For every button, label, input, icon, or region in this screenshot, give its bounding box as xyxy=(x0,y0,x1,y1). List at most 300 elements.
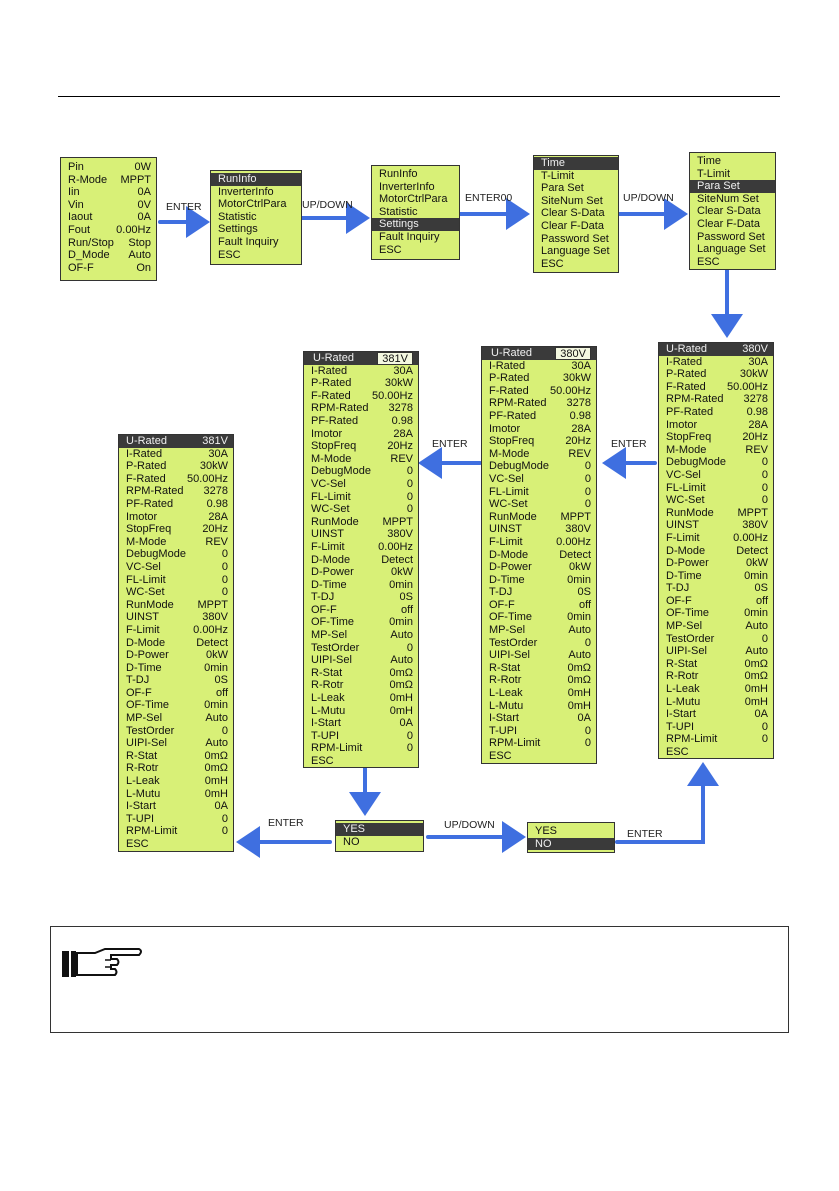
param-row[interactable] xyxy=(304,554,418,567)
param-row[interactable] xyxy=(304,478,418,491)
param-label: StopFreq xyxy=(666,431,712,444)
param-row[interactable] xyxy=(659,494,773,507)
param-row[interactable] xyxy=(659,696,773,709)
param-row[interactable] xyxy=(482,712,596,725)
param-label: StopFreq xyxy=(489,435,535,448)
param-row[interactable] xyxy=(304,629,418,642)
status-row: Iaout 0A xyxy=(68,211,151,224)
status-row: Fout 0.00Hz xyxy=(68,223,151,236)
param-label: L-Leak xyxy=(311,692,345,705)
param-label: M-Mode xyxy=(311,452,352,465)
param-row[interactable] xyxy=(119,800,233,813)
param-row[interactable] xyxy=(119,599,233,612)
param-label: F-Limit xyxy=(489,535,523,548)
param-row[interactable] xyxy=(304,654,418,667)
param-row[interactable] xyxy=(119,699,233,712)
param-value: 0kW xyxy=(569,561,591,574)
param-row[interactable] xyxy=(119,511,233,524)
param-label: F-Limit xyxy=(311,540,345,553)
param-value: 0 xyxy=(221,825,228,838)
param-label: VC-Sel xyxy=(666,468,701,481)
param-row[interactable] xyxy=(119,662,233,675)
param-value: off xyxy=(215,686,228,699)
param-row[interactable] xyxy=(482,611,596,624)
param-esc[interactable] xyxy=(119,838,233,851)
param-label: VC-Sel xyxy=(311,477,346,490)
param-value: 30A xyxy=(571,359,591,372)
param-value: 0.00Hz xyxy=(733,531,768,544)
param-row[interactable] xyxy=(482,737,596,750)
param-label: P-Rated xyxy=(311,377,352,390)
param-row[interactable] xyxy=(119,498,233,511)
param-row[interactable] xyxy=(119,624,233,637)
param-row[interactable] xyxy=(659,368,773,381)
param-row[interactable] xyxy=(304,352,418,365)
param-value: 20Hz xyxy=(202,523,228,536)
menu-item-motorctrlpara[interactable]: MotorCtrlPara xyxy=(218,198,287,211)
param-row[interactable] xyxy=(119,523,233,536)
param-row[interactable] xyxy=(659,431,773,444)
param-row[interactable] xyxy=(482,410,596,423)
param-value: 0 xyxy=(221,560,228,573)
label-updown-2: UP/DOWN xyxy=(623,192,674,204)
param-label: D-Power xyxy=(126,649,169,662)
param-value: 3278 xyxy=(566,397,591,410)
param-row[interactable] xyxy=(304,428,418,441)
settings-item-password-set[interactable]: Password Set xyxy=(541,232,609,245)
param-row[interactable] xyxy=(482,372,596,385)
param-value: 380V xyxy=(202,611,228,624)
param-row[interactable] xyxy=(119,473,233,486)
param-row[interactable] xyxy=(119,574,233,587)
param-row[interactable] xyxy=(482,385,596,398)
param-esc[interactable] xyxy=(659,746,773,759)
param-row[interactable] xyxy=(119,586,233,599)
param-label: I-Start xyxy=(489,712,519,725)
param-label: FL-Limit xyxy=(126,573,166,586)
param-label: L-Leak xyxy=(666,683,700,696)
param-label: L-Mutu xyxy=(126,787,161,800)
settings-item-time[interactable]: Time xyxy=(534,157,618,170)
param-row[interactable] xyxy=(482,662,596,675)
param-row[interactable] xyxy=(304,541,418,554)
param-row[interactable] xyxy=(119,561,233,574)
param-value: 380V xyxy=(742,343,768,355)
param-value: 0 xyxy=(584,498,591,511)
param-row[interactable] xyxy=(482,687,596,700)
param-row[interactable] xyxy=(304,705,418,718)
param-value: 0mΩ xyxy=(744,657,768,670)
param-row[interactable] xyxy=(482,624,596,637)
param-label: R-Stat xyxy=(489,661,521,674)
param-label: PF-Rated xyxy=(311,414,359,427)
param-row[interactable] xyxy=(482,674,596,687)
param-value: 0mH xyxy=(744,683,768,696)
param-row[interactable] xyxy=(119,435,233,448)
param-row[interactable] xyxy=(119,548,233,561)
param-row[interactable] xyxy=(482,649,596,662)
param-row[interactable] xyxy=(119,674,233,687)
param-value: 0min xyxy=(744,607,768,620)
label-enter-5: ENTER xyxy=(627,828,663,840)
param-row[interactable] xyxy=(119,788,233,801)
param-label: I-Start xyxy=(126,800,156,813)
param-label: L-Mutu xyxy=(489,699,524,712)
param-row[interactable] xyxy=(119,536,233,549)
param-row[interactable] xyxy=(119,750,233,763)
param-value: Detect xyxy=(736,544,768,557)
param-value: 0.00Hz xyxy=(193,623,228,636)
param-label: OF-F xyxy=(666,594,692,607)
param-label: I-Rated xyxy=(126,447,163,460)
param-label: I-Start xyxy=(311,717,341,730)
param-row[interactable] xyxy=(659,356,773,369)
param-value: 50.00Hz xyxy=(727,380,768,393)
menu-item-statistic[interactable]: Statistic xyxy=(218,210,257,223)
param-value: 0 xyxy=(406,742,413,755)
param-row[interactable] xyxy=(304,440,418,453)
param-row[interactable] xyxy=(659,406,773,419)
settings-item-language-set[interactable]: Language Set xyxy=(697,243,766,256)
param-row[interactable] xyxy=(482,347,596,360)
param-row[interactable] xyxy=(659,570,773,583)
param-row[interactable] xyxy=(482,561,596,574)
param-row[interactable] xyxy=(119,637,233,650)
param-row[interactable] xyxy=(659,545,773,558)
params-screen-3 xyxy=(303,351,419,768)
param-row[interactable] xyxy=(659,456,773,469)
status-row: Vin 0V xyxy=(68,198,151,211)
confirm-yes-option[interactable]: YES xyxy=(336,823,423,836)
param-row[interactable] xyxy=(304,566,418,579)
param-label: DebugMode xyxy=(666,456,726,469)
param-label: F-Limit xyxy=(666,531,700,544)
param-row[interactable] xyxy=(304,415,418,428)
param-row[interactable] xyxy=(482,460,596,473)
param-row[interactable] xyxy=(119,725,233,738)
param-row[interactable] xyxy=(482,435,596,448)
param-row[interactable] xyxy=(659,721,773,734)
status-row: OF-F On xyxy=(68,261,151,274)
settings-item-para-set[interactable]: Para Set xyxy=(541,182,584,195)
param-row[interactable] xyxy=(304,516,418,529)
menu-item-esc[interactable]: ESC xyxy=(379,243,402,256)
param-row[interactable] xyxy=(304,591,418,604)
confirm-no-option[interactable]: NO xyxy=(528,838,614,851)
param-label: T-DJ xyxy=(489,586,513,599)
param-label: OF-F xyxy=(311,603,337,616)
param-row[interactable] xyxy=(304,402,418,415)
param-row[interactable] xyxy=(659,482,773,495)
param-row[interactable] xyxy=(304,491,418,504)
param-row[interactable] xyxy=(482,423,596,436)
param-value: 0A xyxy=(399,717,413,730)
param-row[interactable] xyxy=(659,532,773,545)
param-row[interactable] xyxy=(304,465,418,478)
param-value: 0 xyxy=(406,503,413,516)
param-row[interactable] xyxy=(659,469,773,482)
param-value: REV xyxy=(390,452,413,465)
menu-item-esc[interactable]: ESC xyxy=(218,248,241,261)
settings-item-clear-s-data[interactable]: Clear S-Data xyxy=(541,207,605,220)
param-esc[interactable] xyxy=(482,750,596,763)
param-value: 0 xyxy=(406,477,413,490)
param-value: 0 xyxy=(761,733,768,746)
param-row[interactable] xyxy=(304,390,418,403)
settings-item-t-limit[interactable]: T-Limit xyxy=(541,169,574,182)
param-value: 20Hz xyxy=(742,431,768,444)
param-row[interactable] xyxy=(119,485,233,498)
param-row[interactable] xyxy=(482,511,596,524)
param-esc[interactable] xyxy=(304,755,418,768)
param-row[interactable] xyxy=(482,599,596,612)
param-value: 0min xyxy=(567,573,591,586)
settings-item-language-set[interactable]: Language Set xyxy=(541,245,610,258)
param-label: T-DJ xyxy=(311,591,335,604)
status-screen xyxy=(60,157,157,281)
param-label: VC-Sel xyxy=(489,472,524,485)
param-row[interactable] xyxy=(119,775,233,788)
param-label: WC-Set xyxy=(126,586,165,599)
param-row[interactable] xyxy=(304,365,418,378)
param-label: OF-F xyxy=(489,598,515,611)
param-row[interactable] xyxy=(659,381,773,394)
menu-item-settings[interactable]: Settings xyxy=(218,223,258,236)
param-row[interactable] xyxy=(482,448,596,461)
param-row[interactable] xyxy=(119,737,233,750)
param-row[interactable] xyxy=(482,486,596,499)
param-row[interactable] xyxy=(659,708,773,721)
param-row[interactable] xyxy=(659,658,773,671)
param-value: Auto xyxy=(390,629,413,642)
param-value: 0mH xyxy=(204,775,228,788)
param-value: 0A xyxy=(754,708,768,721)
param-label: P-Rated xyxy=(666,368,707,381)
param-value: 0min xyxy=(744,569,768,582)
param-label: VC-Sel xyxy=(126,560,161,573)
param-row[interactable] xyxy=(482,360,596,373)
param-value: 0min xyxy=(204,699,228,712)
param-row[interactable] xyxy=(482,473,596,486)
param-value: 0 xyxy=(584,724,591,737)
param-value: 0 xyxy=(221,812,228,825)
label-enter-4: ENTER xyxy=(268,817,304,829)
param-row[interactable] xyxy=(659,633,773,646)
param-value: 0kW xyxy=(746,557,768,570)
param-value: 0.98 xyxy=(391,414,413,427)
confirm-no-option[interactable]: NO xyxy=(343,835,360,848)
param-row[interactable] xyxy=(659,507,773,520)
param-label: PF-Rated xyxy=(126,497,174,510)
menu-item-fault-inquiry[interactable]: Fault Inquiry xyxy=(218,235,279,248)
param-row[interactable] xyxy=(482,549,596,562)
param-row[interactable] xyxy=(659,607,773,620)
param-value: 0min xyxy=(389,578,413,591)
param-value: 0S xyxy=(754,582,768,595)
param-row[interactable] xyxy=(304,692,418,705)
param-value: off xyxy=(755,594,768,607)
param-label: ESC xyxy=(489,750,512,762)
params-screen-4 xyxy=(118,434,234,852)
param-value: 3278 xyxy=(743,393,768,406)
param-label: F-Limit xyxy=(126,623,160,636)
param-row[interactable] xyxy=(119,611,233,624)
param-label: WC-Set xyxy=(311,503,350,516)
param-row[interactable] xyxy=(482,397,596,410)
param-row[interactable] xyxy=(304,667,418,680)
param-label: P-Rated xyxy=(489,372,530,385)
settings-item-sitenum-set[interactable]: SiteNum Set xyxy=(541,194,603,207)
param-row[interactable] xyxy=(119,712,233,725)
param-value: 0 xyxy=(584,485,591,498)
param-value: Detect xyxy=(196,636,228,649)
param-row[interactable] xyxy=(119,825,233,838)
param-row[interactable] xyxy=(659,683,773,696)
param-value: 0S xyxy=(399,591,413,604)
param-value: 50.00Hz xyxy=(187,472,228,485)
param-value: Auto xyxy=(205,737,228,750)
param-row[interactable] xyxy=(482,586,596,599)
param-row[interactable] xyxy=(482,498,596,511)
param-label: RunMode xyxy=(489,510,537,523)
param-label: MP-Sel xyxy=(666,620,703,633)
param-label: OF-Time xyxy=(311,616,354,629)
param-label: R-Rotr xyxy=(666,670,699,683)
param-value: 0 xyxy=(221,586,228,599)
param-value: 0 xyxy=(761,632,768,645)
param-row[interactable] xyxy=(659,419,773,432)
param-label: PF-Rated xyxy=(489,409,537,422)
param-label: D-Power xyxy=(311,566,354,579)
menu-item-runinfo[interactable]: RunInfo xyxy=(379,168,418,180)
param-row[interactable] xyxy=(119,460,233,473)
param-label: StopFreq xyxy=(126,523,172,536)
param-row[interactable] xyxy=(659,645,773,658)
param-label: L-Mutu xyxy=(311,704,346,717)
param-row[interactable] xyxy=(304,679,418,692)
param-value: 30A xyxy=(748,355,768,368)
param-row[interactable] xyxy=(304,604,418,617)
menu-item-inverterinfo[interactable]: InverterInfo xyxy=(379,180,435,193)
param-label: L-Leak xyxy=(126,775,160,788)
param-value: 0 xyxy=(584,472,591,485)
param-value: 0mΩ xyxy=(567,674,591,687)
param-row[interactable] xyxy=(119,687,233,700)
param-row[interactable] xyxy=(482,700,596,713)
settings-item-clear-f-data[interactable]: Clear F-Data xyxy=(697,217,760,230)
param-row[interactable] xyxy=(304,730,418,743)
param-value: 0A xyxy=(577,712,591,725)
param-value: 0mH xyxy=(389,692,413,705)
settings-item-esc[interactable]: ESC xyxy=(541,257,564,270)
menu-item-runinfo[interactable]: RunInfo xyxy=(211,173,301,186)
settings-item-clear-s-data[interactable]: Clear S-Data xyxy=(697,205,761,218)
param-value: 0mH xyxy=(204,787,228,800)
param-label: DebugMode xyxy=(311,465,371,478)
confirm-yes-option[interactable]: YES xyxy=(535,825,558,837)
param-value: 0 xyxy=(221,724,228,737)
param-row[interactable] xyxy=(304,377,418,390)
param-row[interactable] xyxy=(304,528,418,541)
param-row[interactable] xyxy=(659,670,773,683)
menu-item-settings[interactable]: Settings xyxy=(372,218,459,231)
param-row[interactable] xyxy=(659,582,773,595)
param-label: RunMode xyxy=(311,515,359,528)
param-value: 381V xyxy=(377,352,413,365)
settings-item-password-set[interactable]: Password Set xyxy=(697,230,765,243)
param-label: TestOrder xyxy=(311,641,360,654)
param-row[interactable] xyxy=(482,574,596,587)
param-row[interactable] xyxy=(304,742,418,755)
param-row[interactable] xyxy=(659,519,773,532)
settings-menu-screen xyxy=(533,155,619,273)
param-label: D-Time xyxy=(126,661,162,674)
settings-item-t-limit[interactable]: T-Limit xyxy=(697,167,730,180)
param-label: OF-F xyxy=(126,686,152,699)
param-value: Auto xyxy=(390,654,413,667)
param-row[interactable] xyxy=(304,642,418,655)
param-value: 0.98 xyxy=(206,497,228,510)
param-label: RPM-Rated xyxy=(311,402,369,415)
param-label: I-Rated xyxy=(489,359,526,372)
param-label: MP-Sel xyxy=(126,712,163,725)
settings-item-sitenum-set[interactable]: SiteNum Set xyxy=(697,192,759,205)
param-row[interactable] xyxy=(119,649,233,662)
param-row[interactable] xyxy=(119,448,233,461)
param-row[interactable] xyxy=(659,733,773,746)
param-value: 0mΩ xyxy=(389,679,413,692)
param-row[interactable] xyxy=(304,717,418,730)
param-row[interactable] xyxy=(119,813,233,826)
param-label: MP-Sel xyxy=(311,629,348,642)
param-row[interactable] xyxy=(304,503,418,516)
param-row[interactable] xyxy=(659,620,773,633)
param-row[interactable] xyxy=(304,579,418,592)
param-label: I-Rated xyxy=(311,364,348,377)
status-row: Pin 0W xyxy=(68,161,151,173)
param-row[interactable] xyxy=(304,616,418,629)
param-row[interactable] xyxy=(304,453,418,466)
confirm-screen-yes xyxy=(335,820,424,852)
settings-item-clear-f-data[interactable]: Clear F-Data xyxy=(541,219,604,232)
param-label: U-Rated xyxy=(126,435,167,447)
param-row[interactable] xyxy=(659,393,773,406)
param-value: 28A xyxy=(748,418,768,431)
menu-item-fault-inquiry[interactable]: Fault Inquiry xyxy=(379,230,440,243)
param-row[interactable] xyxy=(482,725,596,738)
param-row[interactable] xyxy=(482,523,596,536)
param-row[interactable] xyxy=(659,595,773,608)
param-row[interactable] xyxy=(659,557,773,570)
param-label: R-Stat xyxy=(126,749,158,762)
param-label: WC-Set xyxy=(666,494,705,507)
param-label: I-Start xyxy=(666,708,696,721)
param-label: D-Mode xyxy=(311,553,351,566)
menu-item-statistic[interactable]: Statistic xyxy=(379,205,418,218)
menu-item-inverterinfo[interactable]: InverterInfo xyxy=(218,185,274,198)
param-row[interactable] xyxy=(482,637,596,650)
settings-item-time[interactable]: Time xyxy=(697,155,722,167)
param-row[interactable] xyxy=(119,762,233,775)
param-row[interactable] xyxy=(482,536,596,549)
param-label: UINST xyxy=(666,519,699,532)
menu-item-motorctrlpara[interactable]: MotorCtrlPara xyxy=(379,193,448,206)
param-label: TestOrder xyxy=(666,632,715,645)
settings-item-para-set[interactable]: Para Set xyxy=(690,180,775,193)
param-row[interactable] xyxy=(659,343,773,356)
param-row[interactable] xyxy=(659,444,773,457)
settings-item-esc[interactable]: ESC xyxy=(697,255,720,268)
